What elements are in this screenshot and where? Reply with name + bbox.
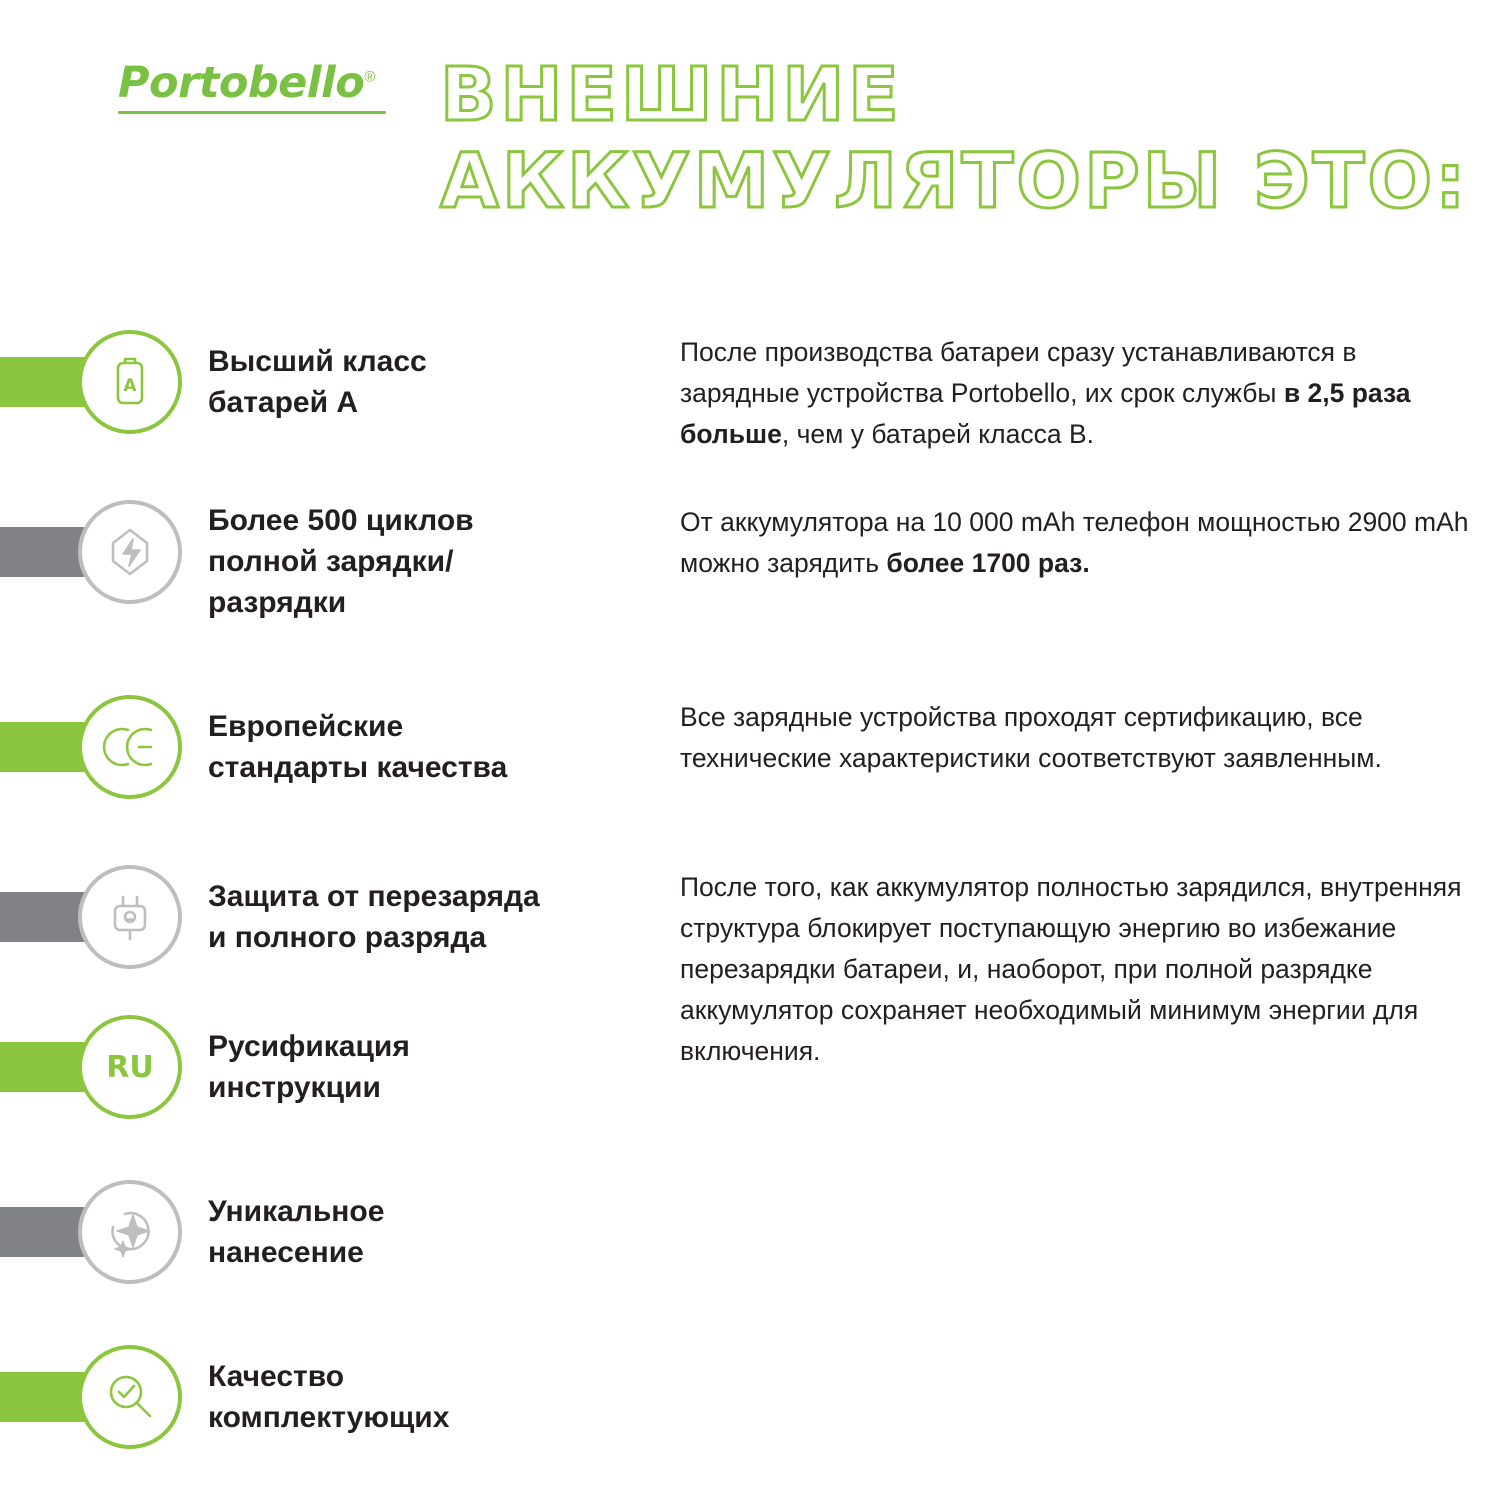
page-title — [440, 52, 1470, 224]
feature-title-line: разрядки — [208, 586, 347, 619]
feature-title-line: Высший класс — [208, 345, 427, 378]
ru-language-label: RU — [106, 1049, 154, 1085]
feature-title — [208, 1191, 648, 1273]
feature-title-line: Защита от перезаряда — [208, 880, 540, 913]
feature-icon-block — [0, 500, 180, 604]
page-header — [0, 0, 1500, 270]
feature-title-line: инструкции — [208, 1071, 381, 1104]
feature-title — [208, 876, 648, 958]
feature-description-text: От аккумулятора на 10 000 mAh телефон мощностью 2900 mAh можно зарядить — [680, 507, 1469, 578]
feature-title-line: стандарты качества — [208, 751, 508, 784]
feature-icon-block — [0, 1015, 180, 1119]
battery-a-icon — [78, 330, 182, 434]
feature-title-line: полной зарядки/ — [208, 545, 454, 578]
brand-logo-underline — [118, 111, 386, 114]
feature-icon-block — [0, 1345, 180, 1449]
feature-title-line: Качество — [208, 1360, 345, 1393]
feature-title-line: нанесение — [208, 1236, 364, 1269]
power-plug-icon — [78, 865, 182, 969]
lightning-bolt-icon — [78, 500, 182, 604]
svg-text:A: A — [123, 376, 137, 396]
feature-icon-block — [0, 1180, 180, 1284]
feature-description-text: После того, как аккумулятор полностью зарядился, внутренняя структура блокирует поступающую энергию во избежание перезарядки батареи, и, наоборот, при полной разрядке аккумулятор сохраняет необходимый минимум энергии для включения. — [680, 872, 1462, 1066]
feature-description-text: , чем у батарей класса B. — [781, 419, 1094, 449]
feature-description — [680, 697, 1470, 779]
page-title-line-1: ВНЕШНИЕ — [440, 52, 903, 138]
feature-title-line: комплектующих — [208, 1401, 450, 1434]
feature-icon-block — [0, 330, 180, 434]
feature-title-line: Европейские — [208, 710, 404, 743]
feature-title-line: Русификация — [208, 1030, 410, 1063]
feature-icon-block — [0, 695, 180, 799]
feature-title-line: батарей А — [208, 386, 359, 419]
feature-title — [208, 706, 648, 788]
feature-title — [208, 1356, 648, 1438]
feature-description — [680, 867, 1470, 1072]
sparkle-print-icon — [78, 1180, 182, 1284]
feature-description-text: После производства батареи сразу устанавливаются в зарядные устройства Portobello, их срок службы — [680, 337, 1357, 408]
feature-title-line: Более 500 циклов — [208, 504, 474, 537]
feature-description-emphasis: в 2,5 раза больше — [680, 378, 1411, 449]
feature-description-text: Все зарядные устройства проходят сертификацию, все технические характеристики соответствуют заявленным. — [680, 702, 1382, 773]
magnifier-check-icon — [78, 1345, 182, 1449]
feature-title — [208, 1026, 648, 1108]
feature-title — [208, 341, 648, 423]
feature-description — [680, 502, 1470, 584]
brand-logo-text — [118, 58, 375, 108]
brand-name: Portobello — [118, 58, 365, 108]
feature-title-line: Уникальное — [208, 1195, 385, 1228]
feature-description-emphasis: более 1700 раз. — [886, 548, 1090, 578]
brand-logo — [118, 58, 388, 114]
ru-language-icon — [78, 1015, 182, 1119]
registered-mark-icon: ® — [364, 68, 375, 86]
page-title-line-2: АККУМУЛЯТОРЫ ЭТО: — [440, 136, 1469, 225]
ce-mark-icon — [78, 695, 182, 799]
feature-icon-block — [0, 865, 180, 969]
feature-title — [208, 500, 648, 623]
feature-title-line: и полного разряда — [208, 921, 487, 954]
feature-description — [680, 332, 1470, 455]
